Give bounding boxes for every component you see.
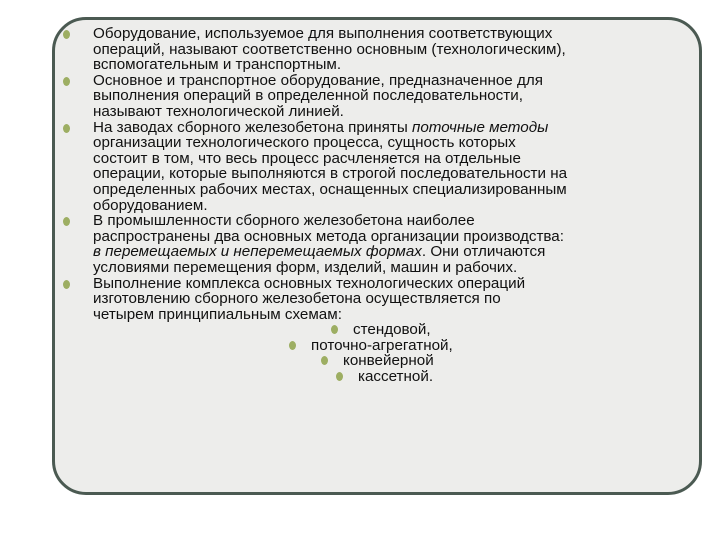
bullet-dot-icon: [331, 325, 338, 334]
bullet-dot-icon: [63, 217, 70, 226]
bullet-list: [62, 26, 692, 385]
scheme-list: [93, 322, 692, 384]
text-line: называют технологической линией.: [93, 102, 344, 120]
text-line: условиями перемещения форм, изделий, машин и рабочих.: [93, 258, 518, 276]
text-line: Основное и транспортное оборудование, предназначенное для: [93, 71, 543, 89]
bullet-dot-icon: [63, 124, 70, 133]
text-line: организации технологического процесса, сущность которых: [93, 134, 516, 152]
scheme-label: конвейерной: [343, 352, 434, 370]
bullet-dot-icon: [336, 372, 343, 381]
text-line: распространены два основных метода организации производства:: [93, 227, 564, 245]
text-italic: поточные методы: [412, 118, 549, 136]
scheme-item-stand: [331, 322, 692, 338]
text-line: операций, называют соответственно основным (технологическим),: [93, 40, 566, 58]
bullet-item-tech-line: [62, 73, 692, 120]
text-line: [93, 244, 692, 260]
scheme-item-conveyor: [321, 353, 692, 369]
text-plain: . Они отличаются: [421, 243, 546, 261]
text-line: операции, которые выполняются в строгой последовательности на: [93, 165, 568, 183]
bullet-item-equipment: [62, 26, 692, 73]
text-line: четырем принципиальным схемам:: [93, 305, 342, 323]
bullet-item-schemes: [62, 276, 692, 385]
text-line: состоит в том, что весь процесс расчленяется на отдельные: [93, 149, 521, 167]
text-line: выполнения операций в определенной последовательности,: [93, 87, 523, 105]
text-italic: в перемещаемых и неперемещаемых формах: [93, 243, 422, 261]
scheme-item-flow-aggregate: [289, 338, 692, 354]
text-line: Выполнение комплекса основных технологических операций: [93, 274, 526, 292]
scheme-label: стендовой,: [353, 321, 431, 339]
bullet-dot-icon: [63, 280, 70, 289]
scheme-label: кассетной.: [358, 368, 434, 386]
bullet-item-flow-methods: [62, 120, 692, 214]
scheme-item-cassette: [336, 369, 692, 385]
text-line: [93, 120, 692, 136]
bullet-dot-icon: [289, 341, 296, 350]
text-line: В промышленности сборного железобетона наиболее: [93, 212, 475, 230]
text-line: определенных рабочих местах, оснащенных специализированным: [93, 180, 567, 198]
text-line: вспомогательным и транспортным.: [93, 56, 342, 74]
scheme-label: поточно-агрегатной,: [311, 336, 453, 354]
text-line: оборудованием.: [93, 196, 208, 214]
bullet-dot-icon: [63, 77, 70, 86]
bullet-dot-icon: [63, 30, 70, 39]
text-line: Оборудование, используемое для выполнения соответствующих: [93, 25, 553, 42]
text-line: изготовлению сборного железобетона осуществляется по: [93, 290, 501, 308]
bullet-dot-icon: [321, 356, 328, 365]
bullet-item-production-methods: [62, 213, 692, 275]
text-plain: На заводах сборного железобетона приняты: [93, 118, 412, 136]
